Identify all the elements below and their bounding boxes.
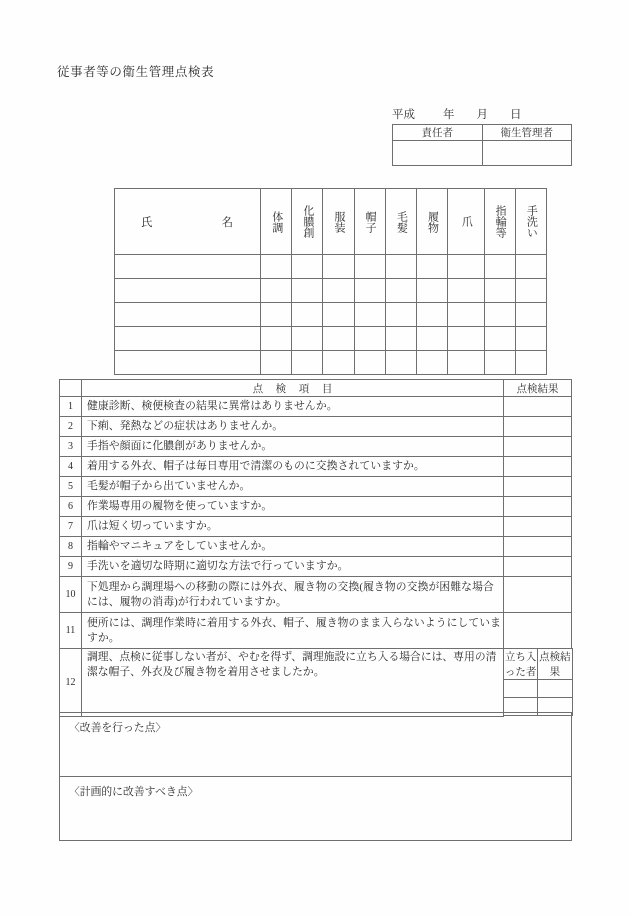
roster-cell-check[interactable]: [323, 327, 354, 351]
roster-header-hair: [385, 189, 416, 255]
checklist-row-text: 手指や顔面に化膿創がありませんか。: [82, 437, 504, 457]
roster-cell-check[interactable]: [292, 303, 323, 327]
day-label: 日: [510, 109, 522, 121]
checklist-row-result[interactable]: [504, 497, 572, 517]
checklist-row: [60, 457, 572, 477]
checklist-row: [60, 577, 572, 613]
roster-header-condition-label: 体調: [270, 210, 283, 233]
roster-cell-check[interactable]: [385, 303, 416, 327]
roster-header-hair-label: 毛髪: [395, 210, 408, 233]
entrants-header-result: 点検結果: [538, 649, 572, 680]
roster-cell-check[interactable]: [515, 279, 546, 303]
checklist-row-12-subtable-holder: [504, 649, 572, 717]
roster-cell-check[interactable]: [484, 279, 515, 303]
checklist-row-text: 健康診断、検便検査の結果に異常はありませんか。: [82, 397, 504, 417]
checklist-row-result[interactable]: [504, 397, 572, 417]
manager-header-hygiene: 衛生管理者: [482, 125, 572, 141]
roster-header-rings: [484, 189, 515, 255]
roster-header-hat-label: 帽子: [364, 210, 377, 233]
era-label: 平成: [392, 109, 415, 121]
roster-table: [114, 188, 547, 375]
entrants-subtable-row: [504, 680, 573, 698]
roster-cell-check[interactable]: [261, 351, 292, 375]
month-label: 月: [476, 109, 488, 121]
roster-cell-check[interactable]: [292, 279, 323, 303]
roster-cell-check[interactable]: [323, 255, 354, 279]
checklist-table: [59, 379, 572, 717]
roster-cell-check[interactable]: [354, 279, 385, 303]
manager-table: [392, 124, 572, 166]
roster-cell-name[interactable]: [115, 351, 261, 375]
roster-cell-check[interactable]: [385, 351, 416, 375]
roster-header-clothing-label: 服装: [333, 210, 346, 233]
roster-cell-name[interactable]: [115, 255, 261, 279]
entrants-cell-person[interactable]: [504, 680, 538, 698]
checklist-row-number: 1: [60, 397, 82, 417]
roster-cell-check[interactable]: [484, 327, 515, 351]
manager-value-hygiene[interactable]: [482, 141, 572, 166]
roster-body: [115, 255, 547, 375]
checklist-row-text: 手洗いを適切な時期に適切な方法で行っていますか。: [82, 557, 504, 577]
roster-cell-check[interactable]: [416, 279, 447, 303]
roster-header-rings-label: 指輪等: [494, 205, 507, 238]
roster-cell-check[interactable]: [515, 255, 546, 279]
checklist-row-number: 9: [60, 557, 82, 577]
checklist-row-result[interactable]: [504, 613, 572, 649]
roster-cell-check[interactable]: [261, 327, 292, 351]
roster-header-name-left: 氏: [141, 216, 154, 229]
roster-cell-check[interactable]: [323, 279, 354, 303]
roster-cell-check[interactable]: [515, 351, 546, 375]
roster-cell-check[interactable]: [385, 327, 416, 351]
roster-cell-check[interactable]: [484, 255, 515, 279]
roster-header-sores: [292, 189, 323, 255]
entrants-subtable: [503, 648, 573, 716]
entrants-header-person: 立ち入った者: [504, 649, 538, 680]
roster-cell-name[interactable]: [115, 303, 261, 327]
roster-header-sores-label: 化膿創: [301, 205, 314, 238]
roster-header-hat: [354, 189, 385, 255]
roster-cell-check[interactable]: [448, 303, 485, 327]
roster-cell-check[interactable]: [416, 351, 447, 375]
table-row: [115, 255, 547, 279]
checklist-row: [60, 537, 572, 557]
checklist-row-text: 便所には、調理作業時に着用する外衣、帽子、履き物のまま入らないようにしていますか。: [82, 613, 504, 649]
checklist-row-text: 着用する外衣、帽子は毎日専用で清潔のものに交換されていますか。: [82, 457, 504, 477]
roster-cell-check[interactable]: [292, 351, 323, 375]
entrants-subtable-header-row: [504, 649, 573, 680]
roster-cell-check[interactable]: [416, 255, 447, 279]
checklist-row-result[interactable]: [504, 417, 572, 437]
manager-header-responsible: 責任者: [393, 125, 483, 141]
checklist-row-result[interactable]: [504, 457, 572, 477]
checklist-row: [60, 517, 572, 537]
date-line: [392, 106, 572, 122]
roster-cell-check[interactable]: [354, 327, 385, 351]
roster-cell-check[interactable]: [448, 351, 485, 375]
roster-cell-check[interactable]: [484, 351, 515, 375]
roster-cell-check[interactable]: [448, 255, 485, 279]
roster-header-footwear: [416, 189, 447, 255]
checklist-row: [60, 437, 572, 457]
checklist-row-number: 12: [60, 649, 82, 717]
manager-header-row: [393, 125, 572, 141]
checklist-row-number: 10: [60, 577, 82, 613]
checklist-row-number: 8: [60, 537, 82, 557]
checklist-row-number: 7: [60, 517, 82, 537]
checklist-row-text: 下処理から調理場への移動の際には外衣、履き物の交換(履き物の交換が困難な場合には、履物の消毒)が行われていますか。: [82, 577, 504, 613]
notes-row-done: [60, 713, 572, 777]
checklist-row-text: 指輪やマニキュアをしていませんか。: [82, 537, 504, 557]
checklist-row-number: 6: [60, 497, 82, 517]
checklist-row-result[interactable]: [504, 557, 572, 577]
checklist-row-result[interactable]: [504, 437, 572, 457]
checklist-row: [60, 397, 572, 417]
roster-cell-check[interactable]: [484, 303, 515, 327]
roster-header-row: [115, 189, 547, 255]
checklist-row-number: 4: [60, 457, 82, 477]
table-row: [115, 351, 547, 375]
roster-cell-check[interactable]: [515, 327, 546, 351]
checklist-header-item: 点 検 項 目: [82, 380, 504, 397]
checklist-header-result: 点検結果: [504, 380, 572, 397]
table-row: [115, 279, 547, 303]
checklist-row-text: 作業場専用の履物を使っていますか。: [82, 497, 504, 517]
roster-header-condition: [261, 189, 292, 255]
checklist-row-text: 爪は短く切っていますか。: [82, 517, 504, 537]
checklist-row-number: 2: [60, 417, 82, 437]
notes-improvement-planned[interactable]: 〈計画的に改善すべき点〉: [60, 777, 572, 841]
checklist-row: [60, 497, 572, 517]
manager-value-row: [393, 141, 572, 166]
checklist-row-result[interactable]: [504, 577, 572, 613]
checklist-row: [60, 417, 572, 437]
roster-cell-check[interactable]: [323, 351, 354, 375]
notes-row-planned: [60, 777, 572, 841]
roster-header-clothing: [323, 189, 354, 255]
roster-cell-check[interactable]: [354, 255, 385, 279]
checklist-row-text: 調理、点検に従事しない者が、やむを得ず、調理施設に立ち入る場合には、専用の清潔な帽子、外衣及び履き物を着用させましたか。: [82, 649, 504, 717]
roster-cell-check[interactable]: [416, 327, 447, 351]
checklist-row: [60, 477, 572, 497]
roster-cell-name[interactable]: [115, 279, 261, 303]
checklist-row: [60, 613, 572, 649]
year-label: 年: [443, 109, 455, 121]
roster-cell-check[interactable]: [416, 303, 447, 327]
checklist-body: [60, 397, 572, 717]
checklist-header-number: [60, 380, 82, 397]
roster-cell-check[interactable]: [292, 255, 323, 279]
manager-value-responsible[interactable]: [393, 141, 483, 166]
checklist-row: [60, 557, 572, 577]
roster-cell-check[interactable]: [261, 303, 292, 327]
entrants-cell-result[interactable]: [538, 680, 572, 698]
roster-cell-check[interactable]: [448, 327, 485, 351]
roster-cell-name[interactable]: [115, 327, 261, 351]
checklist-header-row: [60, 380, 572, 397]
roster-header-handwash-label: 手洗い: [525, 205, 538, 238]
page-title: 従事者等の衛生管理点検表: [57, 65, 215, 79]
roster-cell-check[interactable]: [261, 255, 292, 279]
roster-cell-check[interactable]: [292, 327, 323, 351]
roster-cell-check[interactable]: [354, 303, 385, 327]
checklist-row-text: 毛髪が帽子から出ていませんか。: [82, 477, 504, 497]
roster-cell-check[interactable]: [385, 279, 416, 303]
roster-cell-check[interactable]: [354, 351, 385, 375]
roster-header-handwash: [515, 189, 546, 255]
checklist-row-12: [60, 649, 572, 717]
table-row: [115, 327, 547, 351]
table-row: [115, 303, 547, 327]
notes-improvement-done[interactable]: 〈改善を行った点〉: [60, 713, 572, 777]
checklist-row-number: 11: [60, 613, 82, 649]
roster-cell-check[interactable]: [261, 279, 292, 303]
roster-cell-check[interactable]: [448, 279, 485, 303]
roster-header-name-right: 名: [221, 216, 235, 229]
roster-header-nails: [448, 189, 485, 255]
checklist-row-result[interactable]: [504, 517, 572, 537]
checklist-row-number: 5: [60, 477, 82, 497]
roster-header-footwear-label: 履物: [426, 210, 439, 233]
checklist-row-result[interactable]: [504, 477, 572, 497]
roster-cell-check[interactable]: [385, 255, 416, 279]
roster-cell-check[interactable]: [515, 303, 546, 327]
notes-table: [59, 712, 572, 841]
roster-header-nails-label: 爪: [460, 216, 473, 227]
checklist-row-result[interactable]: [504, 537, 572, 557]
roster-cell-check[interactable]: [323, 303, 354, 327]
checklist-row-text: 下痢、発熱などの症状はありませんか。: [82, 417, 504, 437]
checklist-row-number: 3: [60, 437, 82, 457]
roster-header-name: [115, 189, 261, 255]
